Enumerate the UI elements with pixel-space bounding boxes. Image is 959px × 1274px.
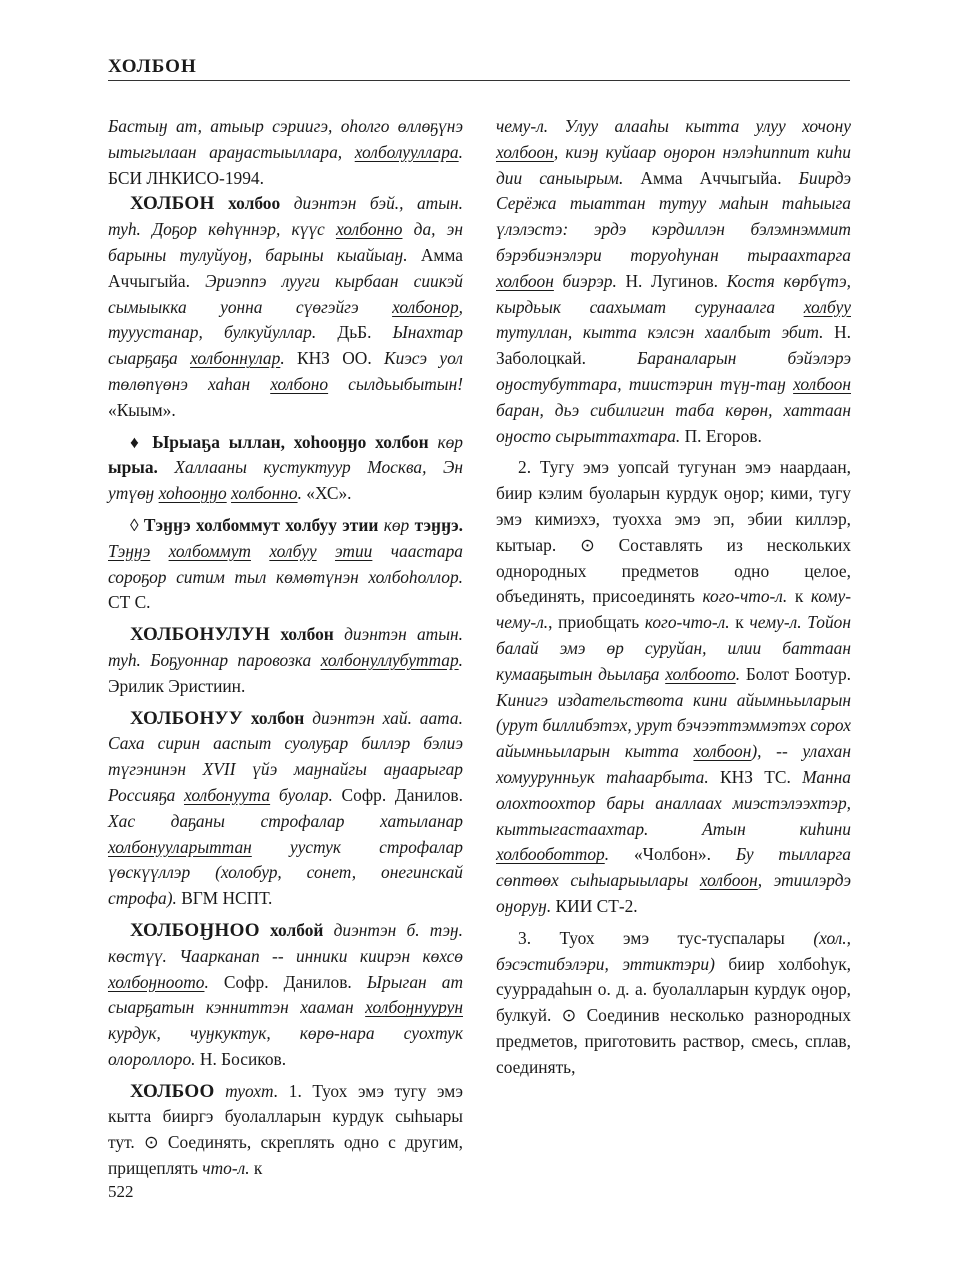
entry-holbon: ХОЛБОН холбоо диэнтэн бэй., атын. туһ. Доҕор көһүннэр, күүс холбонно да, эн барыны тулуйуоӈ, барыны кыайыаӈ. Амма Аччыгыйа. Эриэппэ лууги кырбаан сиикэй сымыыкка уонна сүөгэйгэ холбонор, тууустанар, булкуйуллар. ДьБ. Ынахтар сыарҕаҕа холбоннулар. КНЗ ОО. Киэсэ уол төлөпүөнэ хаһан холбоно сылдьыбытын! «Кыым». — [108, 193, 464, 420]
entry-holbonuu: ХОЛБОНУУ холбон диэнтэн хай. аата. Саха сирин ааспыт суолуҕар биллэр бэлиэ түгэнинэн XVII үйэ маӈнайгы аӈаарыгар Россияҕа холбонуута буолар. Софр. Данилов. Хас даҕаны строфалар хатыланар холбонууларыттан уустук строфалар үөскүүллэр (холобур, сонет, онегинскай строфа). ВГМ НСПТ. — [108, 707, 463, 909]
idiom-yrya: ♦ Ырыаҕа ыллан, хоһооӈӈо холбон көр ырыа. Халлааны кустуктуур Москва, Эн утүөӈ хоһооӈӈо холбонно. «ХС». — [108, 431, 463, 504]
running-head: ХОЛБОН — [108, 56, 197, 77]
sense-2: 2. Тугу эмэ уопсай тугунан эмэ наардаан, биир кэлим буоларын курдук оӈор; кими, тугу эмэ кимиэхэ, туохха эмэ эп, эбии киллэр, кытыар. ⊙ Составлять из нескольких однородных предметов одно целое, объединять, присоединять кого-что-л. к кому-чему-л., приобщать кого-что-л. к чему-л. Тойон балай эмэ өр суруйан, илии баттаан кумааҕытын дьылаҕа холбоото. Болот Боотур. Кинигэ издательствота кини айымньыларын (урут биллибэтэх, урут бэчээттэммэтэх сорох айымньыларын кытта холбоон), -- улахан хомуурунньук таһаарбыта. КНЗ ТС. Манна олохтоохтор бары аналлаах миэстэлээхтэр, кыттыгастаахтар. Атын киһини холбооботтор. «Чолбон». Бу тылларга сөптөөх сыһыарыылары холбоон, этиилэрдэ оӈоруӈ. КИИ СТ-2. — [496, 457, 851, 916]
idiom-tengnge: ◊ Тэӈӈэ холбоммут холбуу этии көр тэӈӈэ. Тэӈӈэ холбоммут холбуу этии чаастара сороҕор ситим тыл көмөтүнэн холбоһоллор. СТ С. — [108, 514, 463, 613]
entry-holbonulun: ХОЛБОНУЛУН холбон диэнтэн атын. туһ. Боҕуоннар паровозка холбонуллубуттар. Эрилик Эристиин. — [108, 624, 463, 696]
entry-holbongnoo: ХОЛБОӇНОО холбой диэнтэн б. тэӈ. көстүү. Чаарканап -- инники киирэн көхсө холбоӈноото. Софр. Данилов. Ырыган ат сыарҕатын кэнниттэн хааман холбоӈнуурун курдук, чуӈкуктук, көрө-нара суохтук олороллоро. Н. Босиков. — [108, 919, 463, 1069]
paragraph: Бастыӈ ат, атыыр сэриигэ, оһолго өллөҕүнэ ытыгылаан араӈастыыллара, холболууллара. БСИ ЛНКИСО-1994. — [108, 116, 463, 188]
page-number: 522 — [108, 1182, 134, 1201]
entry-holboo: ХОЛБОО туохт. 1. Туох эмэ тугу эмэ кытта бииргэ буолалларын курдук сыһыары тут. ⊙ Соединять, скреплять одно с другим, прищеплять что-л. к — [108, 1080, 463, 1179]
right-column — [496, 114, 851, 1080]
header-rule — [108, 80, 850, 81]
left-column — [108, 114, 463, 1182]
paragraph: чему-л. Улуу алааһы кытта улуу хочону холбоон, киэӈ куйаар оӈорон нэлэһиппит киһи дии саныырым. Амма Аччыгыйа. Биирдэ Серёжа тыаттан тутуу маһын таһыыга үлэлэстэ: эрдэ кэрдиллэн бэлэмнэммит бэрэбиэнэлэри торуоһунан тыраахтарга холбоон биэрэр. Н. Лугинов. Костя көрбүтэ, кырдьык саахымат сурунаалга холбуу тутуллан, кытта кэлсэн хаалбыт эбит. Н. Заболоцкай. Бараналарын бэйэлэрэ оӈостубуттара, тиистэрин түӈ-таӈ холбоон баран, дьэ сибилигин таба көрөн, хаттаан оӈосто сырыттахтара. П. Егоров. — [496, 116, 851, 446]
sense-3: 3. Туох эмэ тус-туспалары (хол., бэсэстибэлэри, эттиктэри) биир холбоһук, сууррадаһын о. д. а. буолалларын курдук оӈор, булкуй. ⊙ Соединив несколько разнородных предметов, приготовить раствор, смесь, сплав, соединять, — [496, 927, 851, 1077]
